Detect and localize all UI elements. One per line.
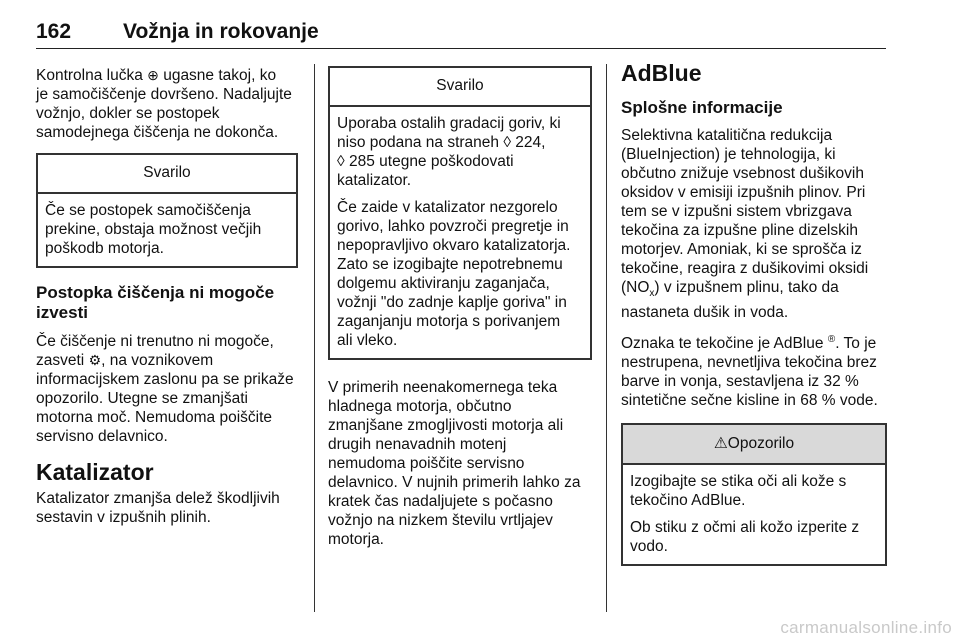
- caution-title: Svarilo: [38, 155, 296, 194]
- page-ref-285[interactable]: 285 utegne poškodovati: [344, 153, 514, 170]
- warning-text-rinse: Ob stiku z očmi ali kožo izperite z vodo.: [630, 519, 860, 556]
- warning-text-contact: Izogibajte se stika oči ali kože s tekočino AdBlue.: [630, 473, 847, 510]
- column-right: [621, 60, 887, 566]
- column-middle: [328, 55, 592, 549]
- caution-box-catalyst: [328, 66, 592, 360]
- watermark: carmanualsonline.info: [780, 618, 952, 637]
- column-divider: [314, 64, 315, 612]
- page-reference-icon: ◊: [503, 134, 511, 151]
- paragraph-adblue-designation: Oznaka te tekočine je AdBlue ®. To je nestrupena, nevnetljiva tekočina brez barve in vonja, sestavljena iz 32 % sintetične sečne kisline in 68 % vode.: [621, 334, 878, 410]
- heading-cleaning-impossible: Postopka čiščenja ni mogoče izvesti: [36, 283, 275, 322]
- warning-triangle-icon: ⚠: [713, 435, 728, 453]
- page-number: 162: [36, 20, 72, 43]
- paragraph-cleaning-impossible: Če čiščenje ni trenutno ni mogoče, zasveti ⚙, na voznikovem informacijskem zaslonu pa se prikaže opozorilo. Utegne se zmanjšati motorna moč. Nemudoma poiščite servisno delavnico.: [36, 333, 294, 445]
- warning-title: Opozorilo: [727, 435, 795, 453]
- warning-header: [623, 425, 885, 465]
- column-left: [36, 66, 298, 527]
- page-ref-224[interactable]: 224,: [511, 134, 546, 151]
- engine-warning-icon: ⚙: [88, 352, 102, 368]
- heading-catalyst: Katalizator: [36, 459, 154, 485]
- caution-fuel-text: Uporaba ostalih gradacij goriv, ki niso podana na straneh ◊ 224, ◊ 285 utegne poškodovati katalizator.: [337, 115, 561, 189]
- page-title: Vožnja in rokovanje: [123, 20, 319, 43]
- paragraph-scr: Selektivna katalitična redukcija (BlueInjection) je tehnologija, ki občutno znižuje vsebnost dušikovih oksidov v emisiji izpušnih plinov. Pri tem se v izpušni sistem vbrizgava tekočina za izpušne pline dizelskih motorjev. Amoniak, ki se sprošča iz tekočine, reagira z dušikovimi oksidi $(NO_x)$ v izpušnem plinu, tako da nastaneta dušik in voda.: [621, 127, 869, 322]
- column-divider: [606, 64, 607, 612]
- page-reference-icon: ◊: [337, 153, 345, 170]
- caution-unburned-fuel-text: Če zaide v katalizator nezgorelo gorivo, lahko povzroči pregretje in nepopravljivo okvaro katalizatorja. Zato se izogibajte nepotrebnemu dolgemu aktiviranju zaganjača, vožnji "do zadnje kaplje goriva" in zaganjanju motorja s porivanjem ali vleko.: [337, 199, 571, 349]
- warning-box: [621, 423, 887, 566]
- caution-title: Svarilo: [330, 68, 590, 107]
- paragraph-catalyst: Katalizator zmanjša delež škodljivih sestavin v izpušnih plinih.: [36, 490, 280, 526]
- paragraph-engine-irregular: V primerih neenakomernega teka hladnega motorja, občutno zmanjšane zmogljivosti motorja ali drugih nenavadnih motenj nemudoma poiščite servisno delavnico. V nujnih primerih lahko za kratek čas nadaljujete s počasno vožnjo na nizkem številu vrtljajev motorja.: [328, 379, 581, 548]
- caution-text: Če se postopek samočiščenja prekine, obstaja možnost večjih poškodb motorja.: [45, 202, 262, 257]
- caution-box: [36, 153, 298, 268]
- heading-adblue: AdBlue: [621, 60, 702, 86]
- diesel-particle-filter-icon: ⊕: [147, 67, 159, 83]
- paragraph-lamp-off: Kontrolna lučka ⊕ ugasne takoj, ko je samočiščenje dovršeno. Nadaljujte vožnjo, dokler se postopek samodejnega čiščenja ne dokonča.: [36, 67, 292, 141]
- heading-general-info: Splošne informacije: [621, 98, 783, 117]
- page-header: [36, 18, 886, 49]
